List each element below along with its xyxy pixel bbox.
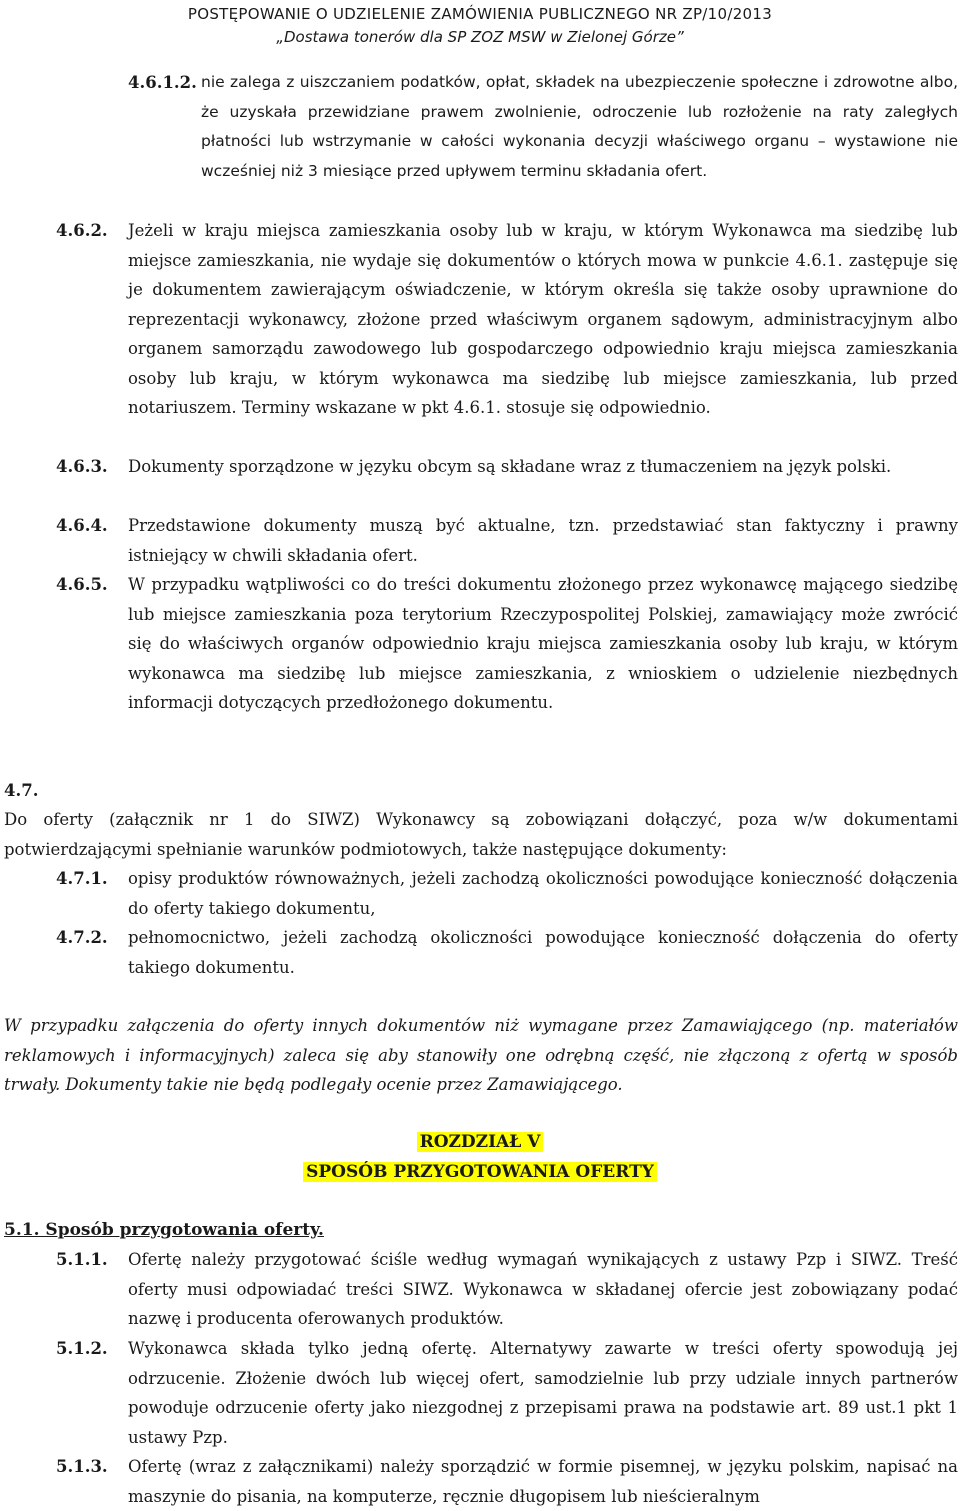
item-number-4-6-1-2: 4.6.1.2. <box>128 73 197 92</box>
chapter-title: SPOSÓB PRZYGOTOWANIA OFERTY <box>303 1162 657 1182</box>
item-text-5-1-1: Ofertę należy przygotować ściśle według wymagań wynikających z ustawy Pzp i SIWZ. Treść oferty musi odpowiadać treści SIWZ. Wykonawca w składanej ofercie jest zobowiązany podać nazwę i producenta oferowanych produktów. <box>128 1250 958 1328</box>
item-number-5-1-2: 5.1.2. <box>56 1339 108 1358</box>
item-text-4-6-3: Dokumenty sporządzone w języku obcym są składane wraz z tłumaczeniem na język polski. <box>128 457 892 476</box>
chapter-number-heading <box>0 1127 960 1157</box>
item-number-4-6-2: 4.6.2. <box>56 221 108 240</box>
item-number-4-7-2: 4.7.2. <box>56 928 108 947</box>
item-number-5-1-3: 5.1.3. <box>56 1457 108 1476</box>
item-text-4-7-1: opisy produktów równoważnych, jeżeli zachodzą okoliczności powodujące konieczność dołączenia do oferty takiego dokumentu, <box>128 869 958 918</box>
section-5-1-title: 5.1. Sposób przygotowania oferty. <box>4 1220 324 1240</box>
item-text-4-6-5: W przypadku wątpliwości co do treści dokumentu złożonego przez wykonawcę mającego siedzibę lub miejsce zamieszkania poza terytorium Rzeczypospolitej Polskiej, zamawiający może zwrócić się do właściwych organów odpowiednio kraju miejsca zamieszkania osoby lub kraju, w którym wykonawca ma siedzibę lub miejsce zamieszkania, z wnioskiem o udzielenie niezbędnych informacji dotyczących przedłożonego dokumentu. <box>128 575 958 712</box>
item-number-4-6-3: 4.6.3. <box>56 457 108 476</box>
item-text-4-7-2: pełnomocnictwo, jeżeli zachodzą okoliczności powodujące konieczność dołączenia do oferty takiego dokumentu. <box>128 928 958 977</box>
item-text-4-6-4: Przedstawione dokumenty muszą być aktualne, tzn. przedstawiać stan faktyczny i prawny istniejący w chwili składania ofert. <box>128 516 958 565</box>
chapter-number: ROZDZIAŁ V <box>417 1132 544 1152</box>
item-number-4-7-1: 4.7.1. <box>56 869 108 888</box>
item-number-4-6-5: 4.6.5. <box>56 575 108 594</box>
item-text-5-1-2: Wykonawca składa tylko jedną ofertę. Alternatywy zawarte w treści oferty spowodują jej odrzucenie. Złożenie dwóch lub więcej ofert, samodzielnie lub przy udziale innych partnerów powoduje odrzucenie oferty jako niezgodnej z przepisami prawa na podstawie art. 89 ust.1 pkt 1 ustawy Pzp. <box>128 1339 958 1447</box>
chapter-title-heading <box>0 1157 960 1187</box>
item-number-5-1-1: 5.1.1. <box>56 1250 108 1269</box>
note-paragraph: W przypadku załączenia do oferty innych dokumentów niż wymagane przez Zamawiającego (np. materiałów reklamowych i informacyjnych) zaleca się aby stanowiły one odrębną część, nie złączoną z ofertą w sposób trwały. Dokumenty takie nie będą podlegały ocenie przez Zamawiającego. <box>4 1016 958 1094</box>
document-header-subtitle: „Dostawa tonerów dla SP ZOZ MSW w Zielonej Górze” <box>276 28 684 46</box>
item-text-4-6-1-2: nie zalega z uiszczaniem podatków, opłat, składek na ubezpieczenie społeczne i zdrowotne albo, że uzyskała przewidziane prawem zwolnienie, odroczenie lub rozłożenie na raty zaległych płatności lub wstrzymanie w całości wykonania decyzji właściwego organu – wystawione nie wcześniej niż 3 miesiące przed upływem terminu składania ofert. <box>201 73 958 180</box>
section-4-7-intro: Do oferty (załącznik nr 1 do SIWZ) Wykonawcy są zobowiązani dołączyć, poza w/w dokumentami potwierdzającymi spełnianie warunków podmiotowych, także następujące dokumenty: <box>4 810 958 859</box>
item-number-4-6-4: 4.6.4. <box>56 516 108 535</box>
item-text-4-6-2: Jeżeli w kraju miejsca zamieszkania osoby lub w kraju, w którym Wykonawca ma siedzibę lub miejsce zamieszkania, nie wydaje się dokumentów o których mowa w punkcie 4.6.1. zastępuje się je dokumentem zawierającym oświadczenie, w którym określa się także osoby uprawnione do reprezentacji wykonawcy, złożone przed właściwym organem sądowym, administracyjnym albo organem samorządu zawodowego lub gospodarczego odpowiednio kraju miejsca zamieszkania osoby lub kraju, w którym wykonawca ma siedzibę lub miejsce zamieszkania, lub przed notariuszem. Terminy wskazane w pkt 4.6.1. stosuje się odpowiednio. <box>128 221 958 417</box>
item-text-5-1-3: Ofertę (wraz z załącznikami) należy sporządzić w formie pisemnej, w języku polskim, napisać na maszynie do pisania, na komputerze, ręcznie długopisem lub nieścieralnym <box>128 1457 958 1506</box>
document-header-title: POSTĘPOWANIE O UDZIELENIE ZAMÓWIENIA PUBLICZNEGO NR ZP/10/2013 <box>187 5 773 23</box>
section-number-4-7: 4.7. <box>4 781 39 800</box>
